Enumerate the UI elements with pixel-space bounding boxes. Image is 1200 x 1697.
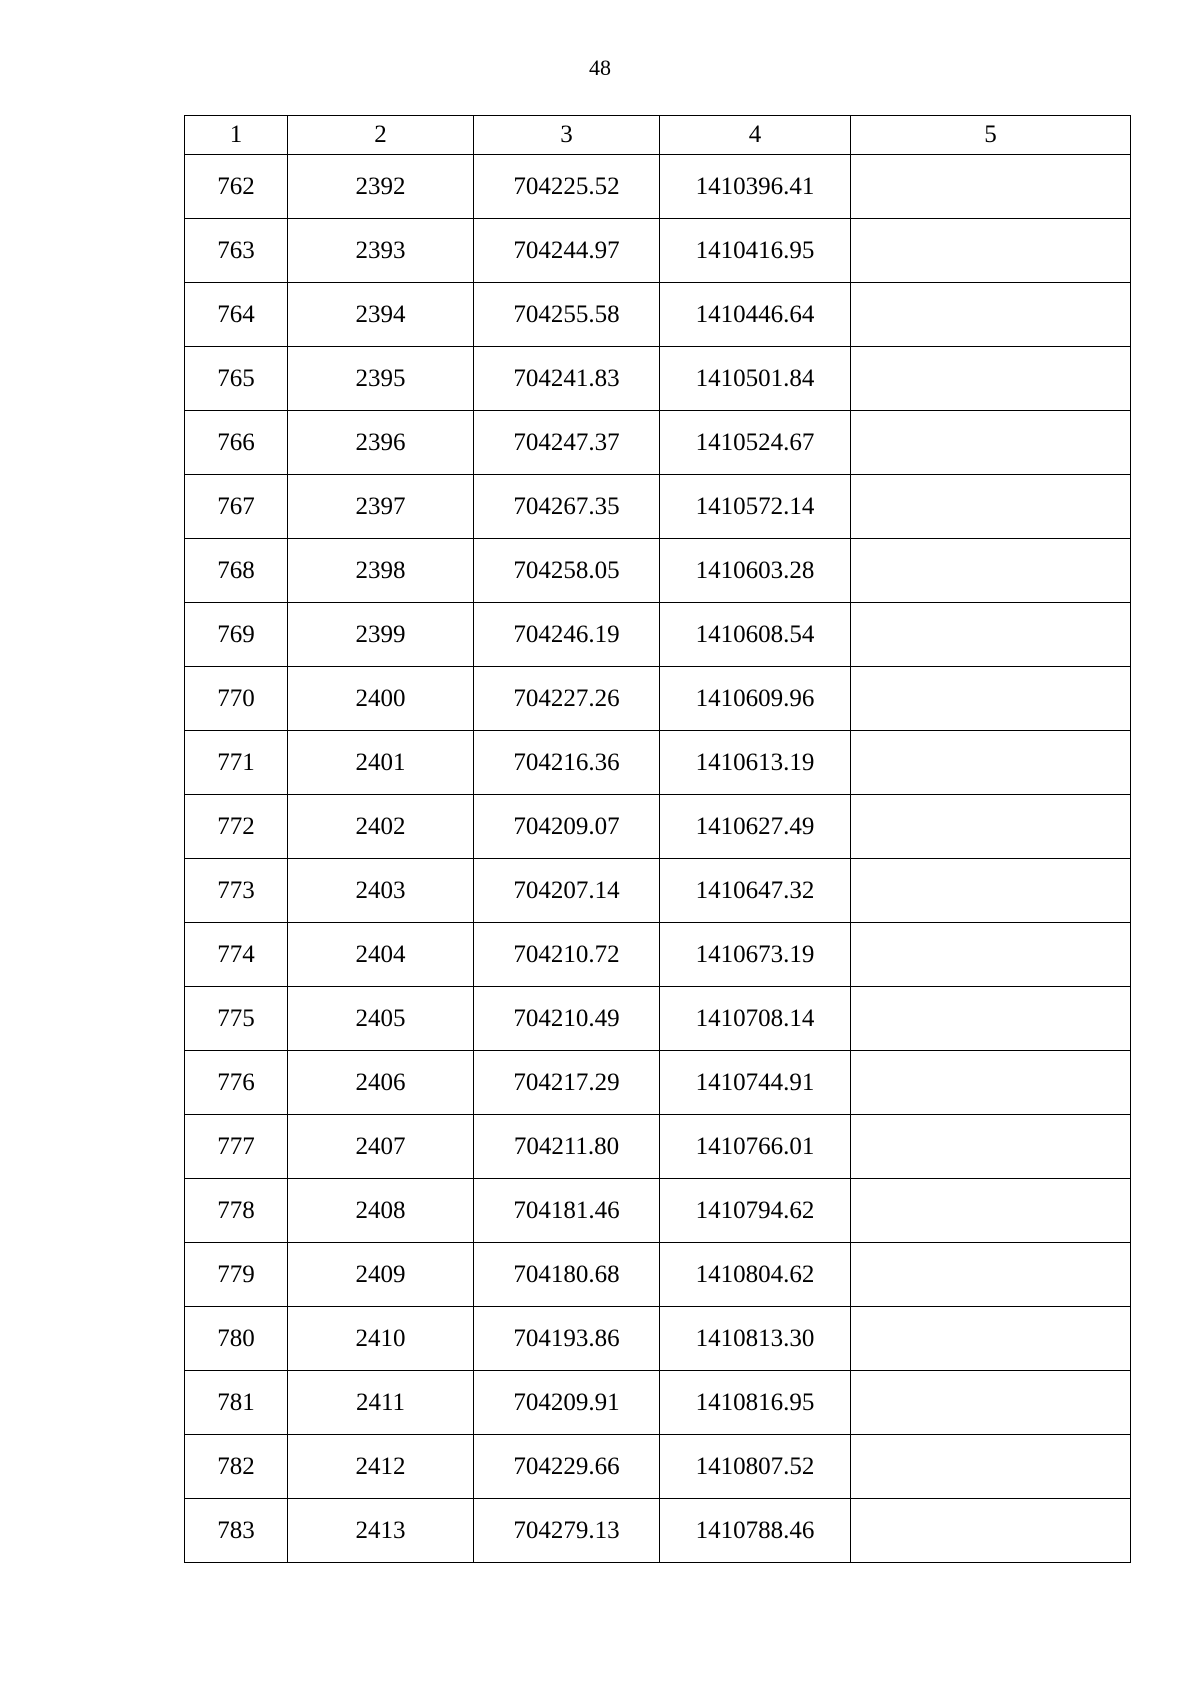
- table-cell: 2397: [288, 475, 474, 539]
- table-row: [185, 155, 1131, 219]
- table-cell: 782: [185, 1435, 288, 1499]
- table-cell: 2412: [288, 1435, 474, 1499]
- table-row: [185, 219, 1131, 283]
- table-cell: 772: [185, 795, 288, 859]
- table-cell: [851, 1179, 1131, 1243]
- table-cell: 2410: [288, 1307, 474, 1371]
- table-cell: 2396: [288, 411, 474, 475]
- table-row: [185, 1243, 1131, 1307]
- table-cell: 704210.49: [474, 987, 660, 1051]
- table-cell: 780: [185, 1307, 288, 1371]
- table-cell: 1410647.32: [660, 859, 851, 923]
- table-body: [185, 155, 1131, 1563]
- table-cell: 783: [185, 1499, 288, 1563]
- table-cell: 1410396.41: [660, 155, 851, 219]
- table-cell: 1410613.19: [660, 731, 851, 795]
- table-cell: 704258.05: [474, 539, 660, 603]
- table-cell: 1410813.30: [660, 1307, 851, 1371]
- table-row: [185, 859, 1131, 923]
- table-cell: 769: [185, 603, 288, 667]
- table-cell: 704181.46: [474, 1179, 660, 1243]
- table-cell: 2392: [288, 155, 474, 219]
- table-cell: 1410627.49: [660, 795, 851, 859]
- table-cell: 773: [185, 859, 288, 923]
- table-cell: 1410609.96: [660, 667, 851, 731]
- table-cell: [851, 1051, 1131, 1115]
- table-cell: [851, 667, 1131, 731]
- table-cell: 1410794.62: [660, 1179, 851, 1243]
- table-cell: 2406: [288, 1051, 474, 1115]
- table-cell: [851, 795, 1131, 859]
- table-cell: 1410501.84: [660, 347, 851, 411]
- table-cell: 1410603.28: [660, 539, 851, 603]
- table-cell: [851, 1371, 1131, 1435]
- table-cell: 781: [185, 1371, 288, 1435]
- table-cell: 2408: [288, 1179, 474, 1243]
- table-row: [185, 1051, 1131, 1115]
- table-cell: 1410788.46: [660, 1499, 851, 1563]
- coordinates-table: [184, 115, 1131, 1563]
- table-cell: 2405: [288, 987, 474, 1051]
- table-cell: [851, 411, 1131, 475]
- table-cell: 1410416.95: [660, 219, 851, 283]
- table-cell: 704247.37: [474, 411, 660, 475]
- table-cell: [851, 1115, 1131, 1179]
- table-cell: 704207.14: [474, 859, 660, 923]
- column-header: 2: [288, 116, 474, 155]
- table-cell: 1410446.64: [660, 283, 851, 347]
- table-cell: 776: [185, 1051, 288, 1115]
- table-cell: 704225.52: [474, 155, 660, 219]
- table-cell: 2403: [288, 859, 474, 923]
- table-cell: 704227.26: [474, 667, 660, 731]
- table-cell: [851, 155, 1131, 219]
- table-cell: 765: [185, 347, 288, 411]
- table-row: [185, 987, 1131, 1051]
- table-cell: 1410816.95: [660, 1371, 851, 1435]
- table-cell: 2402: [288, 795, 474, 859]
- table-cell: [851, 347, 1131, 411]
- table-row: [185, 347, 1131, 411]
- table-cell: 2398: [288, 539, 474, 603]
- table-cell: 1410572.14: [660, 475, 851, 539]
- table-row: [185, 1115, 1131, 1179]
- table-cell: 2395: [288, 347, 474, 411]
- table-cell: [851, 1499, 1131, 1563]
- table-cell: 1410804.62: [660, 1243, 851, 1307]
- table-cell: 1410673.19: [660, 923, 851, 987]
- table-cell: 704244.97: [474, 219, 660, 283]
- table-cell: [851, 859, 1131, 923]
- table-row: [185, 795, 1131, 859]
- table-row: [185, 1371, 1131, 1435]
- table-row: [185, 475, 1131, 539]
- table-cell: 704229.66: [474, 1435, 660, 1499]
- table-cell: 763: [185, 219, 288, 283]
- table-row: [185, 411, 1131, 475]
- table-cell: 704241.83: [474, 347, 660, 411]
- table-cell: 777: [185, 1115, 288, 1179]
- table-row: [185, 603, 1131, 667]
- column-header: 4: [660, 116, 851, 155]
- table-cell: 2411: [288, 1371, 474, 1435]
- table-cell: 704211.80: [474, 1115, 660, 1179]
- table-cell: 775: [185, 987, 288, 1051]
- table-cell: 704217.29: [474, 1051, 660, 1115]
- table-cell: [851, 1243, 1131, 1307]
- table-cell: 771: [185, 731, 288, 795]
- table-cell: 704180.68: [474, 1243, 660, 1307]
- table-cell: [851, 539, 1131, 603]
- table-cell: [851, 603, 1131, 667]
- table-row: [185, 1307, 1131, 1371]
- table-cell: 1410608.54: [660, 603, 851, 667]
- table-cell: 704193.86: [474, 1307, 660, 1371]
- table-cell: 2394: [288, 283, 474, 347]
- table-cell: 2407: [288, 1115, 474, 1179]
- table-cell: [851, 1435, 1131, 1499]
- table-row: [185, 923, 1131, 987]
- table-cell: 1410524.67: [660, 411, 851, 475]
- header-row: [185, 116, 1131, 155]
- table-cell: 704209.07: [474, 795, 660, 859]
- page-number: 48: [589, 55, 611, 80]
- table-cell: 704246.19: [474, 603, 660, 667]
- table-cell: 704210.72: [474, 923, 660, 987]
- table-cell: 704255.58: [474, 283, 660, 347]
- table-cell: 778: [185, 1179, 288, 1243]
- table-cell: [851, 283, 1131, 347]
- table-cell: 766: [185, 411, 288, 475]
- table-cell: 779: [185, 1243, 288, 1307]
- table-row: [185, 283, 1131, 347]
- table-cell: [851, 1307, 1131, 1371]
- table-cell: 1410766.01: [660, 1115, 851, 1179]
- table-cell: [851, 923, 1131, 987]
- table-cell: 704216.36: [474, 731, 660, 795]
- table-cell: 704209.91: [474, 1371, 660, 1435]
- table-cell: [851, 731, 1131, 795]
- table-cell: 774: [185, 923, 288, 987]
- table-cell: 1410807.52: [660, 1435, 851, 1499]
- table-cell: [851, 987, 1131, 1051]
- table-cell: 768: [185, 539, 288, 603]
- table-row: [185, 731, 1131, 795]
- table-row: [185, 1179, 1131, 1243]
- table-cell: 2413: [288, 1499, 474, 1563]
- table-row: [185, 1499, 1131, 1563]
- table-cell: 764: [185, 283, 288, 347]
- table-row: [185, 539, 1131, 603]
- table-cell: [851, 219, 1131, 283]
- column-header: 3: [474, 116, 660, 155]
- table-header: [185, 116, 1131, 155]
- table-cell: 770: [185, 667, 288, 731]
- table-cell: 704279.13: [474, 1499, 660, 1563]
- table-row: [185, 1435, 1131, 1499]
- table-cell: 1410708.14: [660, 987, 851, 1051]
- table-cell: 767: [185, 475, 288, 539]
- table-cell: 2400: [288, 667, 474, 731]
- table-row: [185, 667, 1131, 731]
- table-cell: 2401: [288, 731, 474, 795]
- table-cell: 1410744.91: [660, 1051, 851, 1115]
- table-cell: [851, 475, 1131, 539]
- table-cell: 704267.35: [474, 475, 660, 539]
- table-cell: 2409: [288, 1243, 474, 1307]
- table-cell: 2393: [288, 219, 474, 283]
- table-cell: 2399: [288, 603, 474, 667]
- table-cell: 2404: [288, 923, 474, 987]
- column-header: 5: [851, 116, 1131, 155]
- table-cell: 762: [185, 155, 288, 219]
- column-header: 1: [185, 116, 288, 155]
